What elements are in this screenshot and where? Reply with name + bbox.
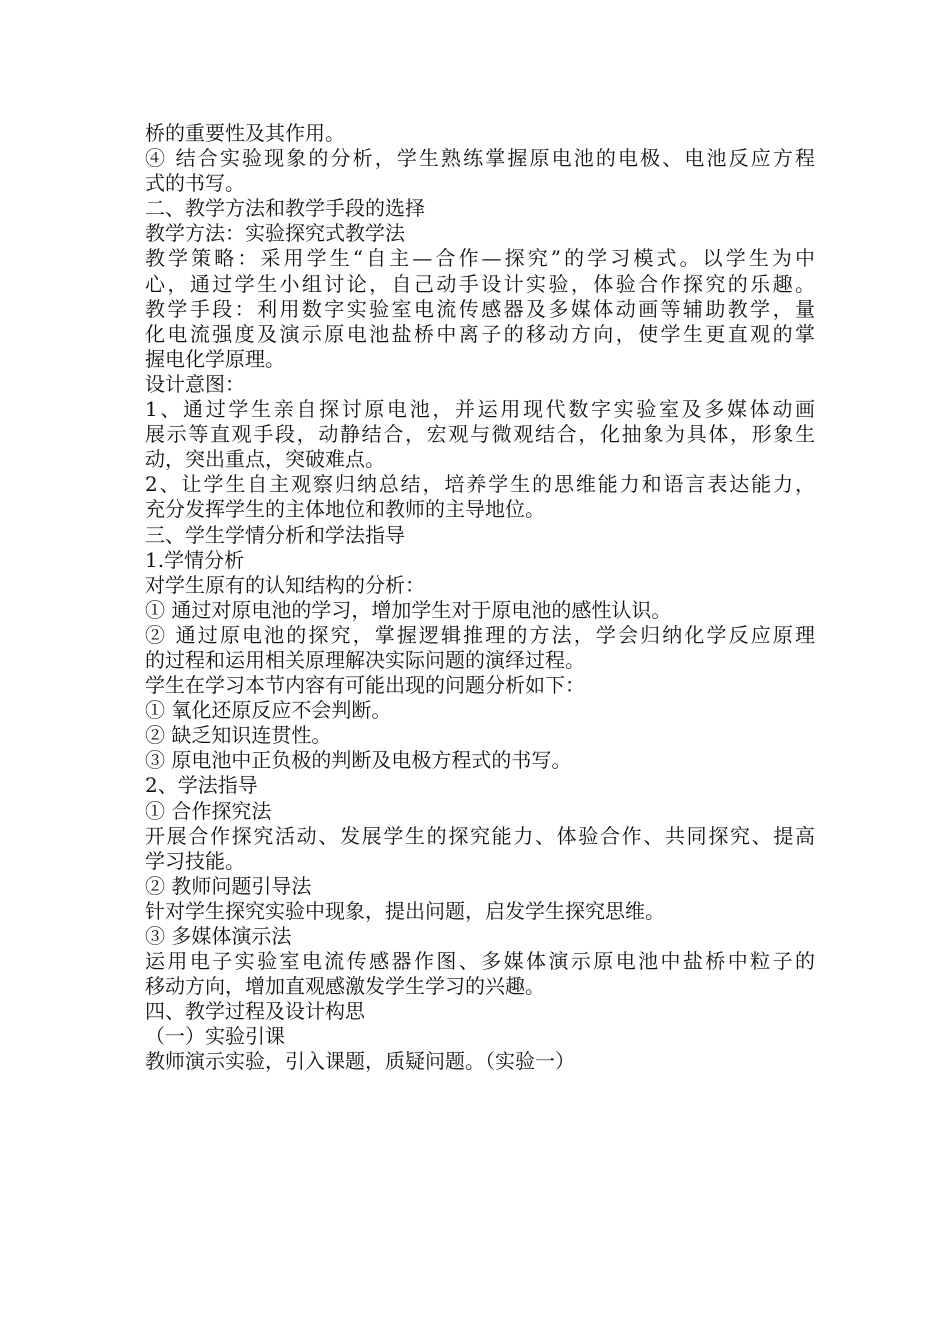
text-line: 教学策略：采用学生“自主—合作—探究”的学习模式。以学生为中 bbox=[145, 246, 815, 271]
list-item: ① 合作探究法 bbox=[145, 798, 272, 823]
text-line: 学生在学习本节内容有可能出现的问题分析如下： bbox=[145, 673, 585, 698]
section-heading: 二、教学方法和教学手段的选择 bbox=[145, 196, 425, 221]
section-heading: 四、教学过程及设计构思 bbox=[145, 999, 365, 1024]
subsection-heading: 2、学法指导 bbox=[145, 773, 258, 798]
text-line: 针对学生探究实验中现象，提出问题，启发学生探究思维。 bbox=[145, 898, 665, 923]
text-line: 的过程和运用相关原理解决实际问题的演绎过程。 bbox=[145, 647, 585, 672]
text-line: 运用电子实验室电流传感器作图、多媒体演示原电池中盐桥中粒子的 bbox=[145, 949, 815, 974]
text-line: 1、通过学生亲自探讨原电池，并运用现代数字实验室及多媒体动画 bbox=[145, 397, 815, 422]
list-item: ② 教师问题引导法 bbox=[145, 873, 312, 898]
text-line: 握电化学原理。 bbox=[145, 346, 285, 371]
list-item: ③ 多媒体演示法 bbox=[145, 924, 292, 948]
list-item: ② 通过原电池的探究，掌握逻辑推理的方法，学会归纳化学反应原理 bbox=[145, 622, 815, 647]
list-item: ① 氧化还原反应不会判断。 bbox=[145, 698, 392, 723]
text-line: 移动方向，增加直观感激发学生学习的兴趣。 bbox=[145, 974, 545, 999]
list-item: ③ 原电池中正负极的判断及电极方程式的书写。 bbox=[145, 748, 572, 773]
document-body bbox=[145, 121, 815, 1075]
text-line: 动，突出重点，突破难点。 bbox=[145, 447, 385, 472]
text-line: 充分发挥学生的主体地位和教师的主导地位。 bbox=[145, 497, 545, 522]
text-line: 学习技能。 bbox=[145, 848, 245, 873]
list-item: ① 通过对原电池的学习，增加学生对于原电池的感性认识。 bbox=[145, 597, 672, 622]
subsection-heading: （一）实验引课 bbox=[145, 1024, 285, 1049]
text-line: 开展合作探究活动、发展学生的探究能力、体验合作、共同探究、提高 bbox=[145, 823, 815, 848]
subsection-heading: 1.学情分析 bbox=[145, 547, 245, 572]
text-line: 教学手段：利用数字实验室电流传感器及多媒体动画等辅助教学，量 bbox=[145, 296, 815, 321]
text-line: 教师演示实验，引入课题，质疑问题。（实验一） bbox=[145, 1049, 575, 1074]
text-line: 心，通过学生小组讨论，自己动手设计实验，体验合作探究的乐趣。 bbox=[145, 271, 815, 296]
text-line: ④ 结合实验现象的分析，学生熟练掌握原电池的电极、电池反应方程 bbox=[145, 146, 815, 171]
text-line: 对学生原有的认知结构的分析： bbox=[145, 572, 425, 597]
text-line: 桥的重要性及其作用。 bbox=[145, 121, 345, 145]
text-line: 2、让学生自主观察归纳总结，培养学生的思维能力和语言表达能力， bbox=[145, 472, 815, 497]
text-line: 教学方法：实验探究式教学法 bbox=[145, 221, 405, 246]
text-line: 设计意图： bbox=[145, 371, 245, 396]
text-line: 式的书写。 bbox=[145, 171, 245, 196]
list-item: ② 缺乏知识连贯性。 bbox=[145, 723, 332, 748]
section-heading: 三、学生学情分析和学法指导 bbox=[145, 522, 405, 547]
text-line: 化电流强度及演示原电池盐桥中离子的移动方向，使学生更直观的掌 bbox=[145, 321, 815, 346]
text-line: 展示等直观手段，动静结合，宏观与微观结合，化抽象为具体，形象生 bbox=[145, 422, 815, 447]
